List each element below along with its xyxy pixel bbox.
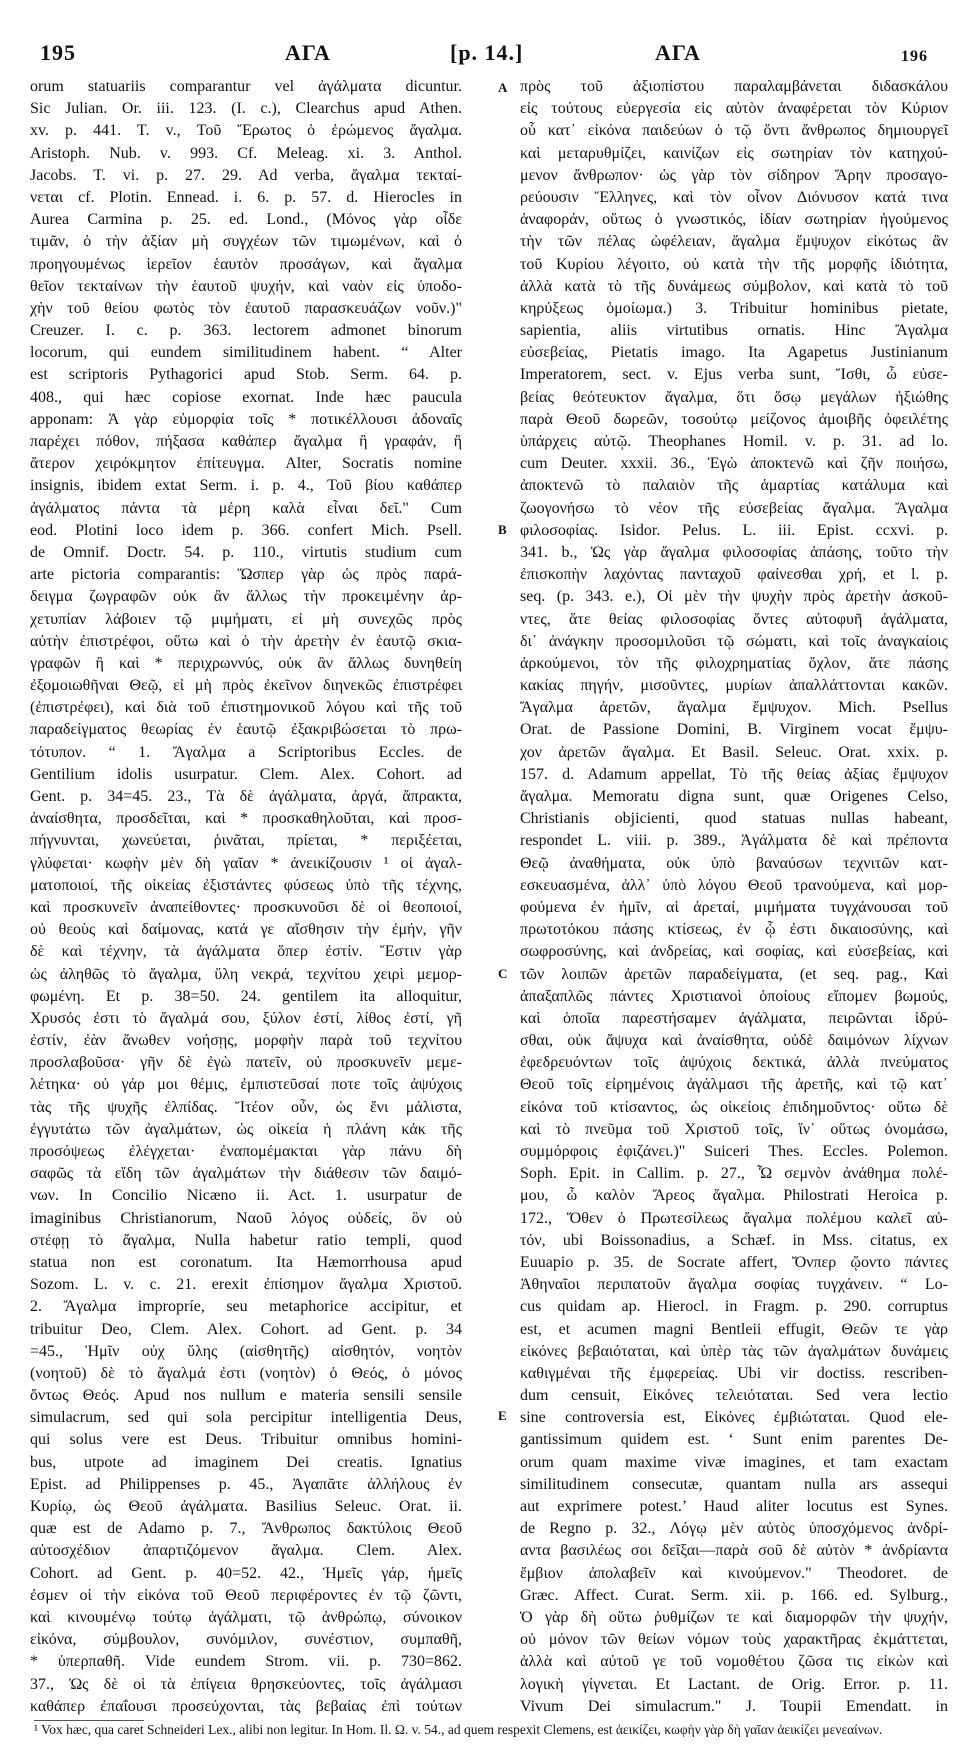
- right-column-line: κακίας πηγήν, μισοῦντες, μυρίων ἀπαλλάττονται κακῶν.: [520, 677, 948, 695]
- left-column-line: eod. Plotini loco idem p. 366. confert Mich. Psell.: [30, 521, 462, 539]
- right-column-line: εσκευασμένα, ἀλλ᾽ ὑπὸ λόγου Θεοῦ τρανούμενα, καὶ μορ-: [520, 876, 948, 894]
- left-column-line: statua non est coronatum. Ita Hæmorrhousa apud: [30, 1253, 462, 1271]
- right-column-line: Θεοῦ τοῖς εἰρημένοις ἀγάλμασι τῆς ἀρετῆς, καὶ τῷ κατ᾽: [520, 1076, 948, 1094]
- margin-letter-b: B: [498, 522, 507, 537]
- left-column-line: Sic Julian. Or. iii. 123. (I. c.), Clearchus apud Athen.: [30, 100, 462, 118]
- left-column-line: Jacobs. T. vi. p. 27. 29. Ad verba, ἄγαλμα τεκταί-: [30, 166, 462, 184]
- right-column-line: φούμενα ἐν ἡμῖν, αἱ ἀρεταί, μιμήματα τυγχάνουσαι τοῦ: [520, 898, 948, 916]
- left-column-line: Creuzer. I. c. p. 363. lectorem admonet binorum: [30, 322, 462, 340]
- right-column-line: λογικὴ γίγνεται. Et Lactant. de Orig. Error. p. 11.: [520, 1675, 948, 1693]
- right-column-line: cus quidam ap. Hierocl. in Fragm. p. 290. corruptus: [520, 1298, 948, 1316]
- right-column-line: εἰκόνες βεβαιόταται, καὶ ὑπὲρ τὰς τῶν ἀγαλμάτων δυνάμεις: [520, 1342, 948, 1360]
- right-column-line: Ἀθηναῖοι περιπατοῦν ἄγαλμα σοφίας τυγχάνειν. “ Lo-: [520, 1276, 948, 1294]
- left-column-line: στέφῃ τὸ ἄγαλμα, Nulla habetur ratio templi, quod: [30, 1231, 462, 1249]
- right-column-line: φιλοσοφίας. Isidor. Pelus. L. iii. Epist. ccxvi. p.: [520, 521, 948, 539]
- right-column-line: ντες, ἅτε θείας φιλοσοφίας ὄντες αὐτοφυῆ ἀγάλματα,: [520, 610, 948, 628]
- left-column-line: αὐτὴν ἐπιστρέφοι, οὕτω καὶ ὁ τὴν ἀρετὴν ἐν ἑαυτῷ σκια-: [30, 632, 462, 650]
- left-column-line: θεῖον τεκταίνων τὴν ἑαυτοῦ ψυχήν, καὶ ναὸν εἰς ὑποδο-: [30, 277, 462, 295]
- left-column-line: (ἐπιστρέφει), καὶ διὰ τοῦ ἐπιστημονικοῦ λόγου καὶ τῆς τοῦ: [30, 699, 462, 717]
- right-column-line: εἰς τούτους εὐεργεσία εἰς αὐτὸν ἀναφέρεται τὸν Κύριον: [520, 100, 948, 118]
- right-column-line: sine controversia est, Εἰκόνες ἐμβιώταται. Quod ele-: [520, 1409, 948, 1427]
- left-column-line: γραφῶν ἢ καὶ * περιχρωννύς, οὐκ ἂν ἄλλως δυνηθείη: [30, 654, 462, 672]
- right-column-line: καὶ τὸ πνεῦμα τοῦ Χριστοῦ τοῖς, ἵν᾽ οὕτως ὀνομάσω,: [520, 1120, 948, 1138]
- right-column-line: πρὸς τοῦ ἀξιοπίστου παραλαμβάνεται διδασκάλου: [520, 78, 948, 95]
- left-column-line: παρέχει πόθον, πήξασα καθάπερ ἄγαλμα ἢ γραφάν, ἢ: [30, 433, 462, 450]
- left-column-line: ὡς ἀληθῶς τὸ ἄγαλμα, ὕλη νεκρά, τεχνίτου χειρὶ μεμορ-: [30, 965, 462, 983]
- right-column-line: Imperatorem, sect. v. Ejus verba sunt, Ἴσθι, ὦ εὐσε-: [520, 366, 948, 384]
- right-column-line: ἄγαλμα. Memoratu digna sunt, quæ Origenes Celso,: [520, 788, 948, 805]
- left-column-line: =45., Ἡμῖν οὐχ ὕλης (αἰσθητῆς) αἰσθητόν, νοητὸν: [30, 1342, 462, 1360]
- left-column-line: xv. p. 441. T. v., Τοῦ Ἔρωτος ὁ ἐρώμενος ἄγαλμα.: [30, 122, 462, 140]
- left-column-line: 37., Ὡς δὲ οἱ τὰ ἐπίγεια θρησκεύοντες, τοῖς ἀγάλμασι: [30, 1675, 462, 1693]
- left-column-line: locorum, qui eundem similitudinem habent. “ Alter: [30, 344, 462, 362]
- left-column-line: ὄντως Θεός. Apud nos nullum e materia sensili sensile: [30, 1387, 462, 1405]
- left-column-line: φωμένη. Et p. 38=50. 24. gentilem ita alloquitur,: [30, 987, 462, 1005]
- left-column-line: bus, utpote ad imaginem Dei creatis. Ignatius: [30, 1453, 462, 1471]
- left-column-line: Χρυσός ἐστι τὸ ἄγαλμά σου, ξύλον ἐστί, λίθος ἐστί, γῆ: [30, 1009, 462, 1027]
- right-column-line: ἀποκτενῶ τὸ παλαιὸν τῆς ἁμαρτίας κατάλυμα καὶ: [520, 477, 948, 495]
- left-column-line: τότυπον. “ 1. Ἄγαλμα a Scriptoribus Eccles. de: [30, 743, 462, 761]
- left-column-line: apponam: Ἁ γὰρ εὐμορφία τοῖς * ποτικέλλουσι ἀδοναῖς: [30, 410, 462, 428]
- left-column-line: Gentilium idolis usurpatur. Clem. Alex. Cohort. ad: [30, 765, 462, 783]
- left-column-line: ἀναίσθητα, προσδεῖται, καὶ * προσκαθηλοῦται, καὶ προσ-: [30, 810, 462, 828]
- left-column-line: Sozom. L. v. c. 21. erexit ἐπίσημον ἄγαλμα Χριστοῦ.: [30, 1276, 462, 1294]
- left-column-line: insignis, ibidem extat Serm. i. p. 4., Τοῦ βίου καθάπερ: [30, 477, 462, 495]
- left-column-line: Gent. p. 34=45. 23., Τὰ δὲ ἀγάλματα, ἀργά, ἄπρακτα,: [30, 788, 462, 805]
- right-column-line: τῶν λοιπῶν ἀρετῶν παραδείγματα, (et seq. pag., Καὶ: [520, 965, 948, 983]
- right-column-line: Euuapio p. 35. de Socrate affert, Ὄνπερ ᾤοντο πάντες: [520, 1253, 948, 1271]
- right-column-line: ζωογονήσω τὸ νέον τῆς εὐσεβείας ἄγαλμα. Ἄγαλμα: [520, 499, 948, 517]
- left-column-line: ἀγάλματος πάντα τὰ μέρη καλὰ εἶναι δεῖ." Cum: [30, 499, 462, 517]
- left-column-line: Κυρίῳ, ὡς Θεοῦ ἀγάλματα. Basilius Seleuc. Orat. ii.: [30, 1498, 462, 1515]
- left-column-line: ἐξομοιωθῆναι Θεῷ, εἰ μὴ πρὸς ἐκεῖνον διηνεκῶς ἐπιστρέφει: [30, 677, 462, 695]
- right-column-line: 341. b., Ὡς γὰρ ἄγαλμα φιλοσοφίας ἁπάσης, τοῦτο τὴν: [520, 543, 948, 561]
- right-column-line: ἀναφοράν, οὕτως ὁ γνωστικός, ἰδίαν σωτηρίαν ἡγούμενος: [520, 211, 948, 229]
- right-column-line: de Regno p. 32., Λόγῳ μὲν αὐτὸς ὑποσχόμενος ἀνδρί-: [520, 1520, 948, 1538]
- right-column-line: ὑπάρχεις αὐτῷ. Theophanes Homil. v. p. 31. ad lo.: [520, 433, 948, 450]
- right-column-line: εἰκόνα τοῦ κτίσαντος, ὡς οἰκείοις ἐπιδημοῦντος· οὕτω δὲ: [520, 1098, 948, 1116]
- right-column-line: 172., Ὅθεν ὁ Πρωτεσίλεως ἄγαλμα πολέμου καλεῖ αὐ-: [520, 1209, 948, 1227]
- left-column-line: τιμᾶν, ὁ τὴν ἀξίαν μὴ συγχέων τῶν τιμωμένων, καὶ ὁ: [30, 233, 462, 251]
- right-column-line: σωφροσύνης, καὶ ἀνδρείας, καὶ σοφίας, καὶ εὐσεβείας, καὶ: [520, 943, 948, 961]
- left-column-line: λέτηκα· οὐ γάρ μοι θέμις, ἐμπιστεῦσαί ποτε τοῖς ἀψύχοις: [30, 1076, 462, 1094]
- right-column-line: καὶ ὁποῖα παρεστήσαμεν ἀγάλματα, πειρῶνται ἱδρύ-: [520, 1009, 948, 1027]
- right-column-line: aut exprimere potest.’ Haud aliter locutus est Synes.: [520, 1498, 948, 1515]
- left-column-line: προσλαβοῦσα· γῆν δὲ ἐγὼ πατεῖν, οὐ προσκυνεῖν μεμε-: [30, 1054, 462, 1072]
- right-column-line: ἐφεδρευόντων τοῖς ἀψύχοις δεκτικά, ἀλλὰ πνεύματος: [520, 1054, 948, 1072]
- left-column-line: οὐ θεοὺς καὶ δαίμονας, κατά γε αἴσθησιν τὴν ἐμήν, γῆν: [30, 921, 462, 939]
- left-column-line: δειγμα ζωγραφῶν οὐκ ἂν ἄλλως τὴν προκειμένην ἀρ-: [30, 588, 462, 606]
- right-column-line: cum Deuter. xxxii. 36., Ἐγὼ ἀποκτενῶ καὶ ζῆν ποιήσω,: [520, 455, 948, 473]
- right-column-line: οὐ μόνον τῶν θείων νόμων τοὺς χαρακτῆρας ἐκμάττεται,: [520, 1631, 948, 1649]
- left-column-line: παραδείγματος θεωρίας ἐν ἑαυτῷ ἐξακριβώσεται τὸ πρω-: [30, 721, 462, 739]
- footnote: ¹ Vox hæc, qua caret Schneideri Lex., alibi non legitur. In Hom. Il. Ω. v. 54., ad quem respexit Clemens, est ἀεικίζει, κωφὴν γὰρ δὴ γαῖαν ἀεικίζει μενεαίνων.: [34, 1722, 883, 1737]
- left-column-line: est scriptoris Pythagorici apud Stob. Serm. 64. p.: [30, 366, 462, 384]
- right-column-line: est, et acumen magni Bentleii effugit, Θεῶν τε γὰρ: [520, 1320, 948, 1338]
- right-column-line: gantissimum quidem est. ‘ Sunt enim parentes De-: [520, 1431, 948, 1449]
- right-column-line: Θεῷ ἀναθήματα, οὐκ ὑπὸ βαναύσων τεχνιτῶν κατ-: [520, 854, 948, 872]
- right-column-line: σθαι, οὐκ ἄψυχα καὶ ἀναίσθητα, οὐδὲ δαιμόνων λίχνων: [520, 1032, 948, 1050]
- left-column-line: 408., qui hæc copiose exornat. Inde hæc paucula: [30, 388, 462, 406]
- left-column-line: προσόψεως ἐλέγχεται· ἐναπομέμακται γὰρ πάνυ δὴ: [30, 1143, 462, 1160]
- right-column-line: εὐσεβείας, Pietatis imago. Ita Agapetus Justinianum: [520, 344, 948, 362]
- left-column-line: Cohort. ad Gent. p. 40=52. 42., Ἡμεῖς γάρ, ἡμεῖς: [30, 1564, 462, 1582]
- left-column-line: tribuitur Deo, Clem. Alex. Cohort. ad Gent. p. 34: [30, 1320, 462, 1338]
- right-column-line: τὴν τῶν πέλας ὠφέλειαν, ἄγαλμα ἔμψυχον εἰκότως ἂν: [520, 233, 948, 251]
- left-column-line: Aurea Carmina p. 25. ed. Lond., (Μόνος γὰρ οἶδε: [30, 211, 462, 229]
- left-column-line: καὶ κινουμένῳ τούτῳ ἀγάλματι, τῷ ἀνθρώπῳ, σύνοικον: [30, 1608, 462, 1626]
- left-column-line: εἰκόνα, σύμβουλον, συνόμιλον, συνέστιον, συμπαθῆ,: [30, 1631, 462, 1649]
- right-column-line: Græc. Affect. Curat. Serm. xii. p. 166. ed. Sylburg.,: [520, 1586, 948, 1604]
- left-column-line: σαφῶς τὰ εἴδη τῶν ἀγαλμάτων τὴν διάθεσιν τῶν δαιμό-: [30, 1165, 462, 1183]
- margin-letter-a: A: [498, 80, 508, 95]
- right-column-line: μου, ὦ καλὸν Ἄρεος ἄγαλμα. Philostrati Heroica p.: [520, 1187, 948, 1205]
- left-column-line: προηγουμένως ἱερεῖον ἑαυτὸν προσάγων, καὶ ἄγαλμα: [30, 255, 462, 273]
- right-column-line: Vivum Dei simulacrum." J. Toupii Emendatt. in: [520, 1697, 948, 1715]
- left-column-line: πήγνυνται, χωνεύεται, ῥινᾶται, πρίεται, * περιξέεται,: [30, 832, 462, 850]
- right-column-line: Orat. de Passione Domini, B. Virginem vocat ἔμψυ-: [520, 721, 948, 739]
- right-column-line: orum quam maxime vivæ imagines, et tam exactam: [520, 1453, 948, 1471]
- right-column-line: ρεύουσιν Ἕλληνες, καὶ τὸν οἶνον Διόνυσον κατά τινα: [520, 188, 948, 206]
- left-column-line: Aristoph. Nub. v. 993. Cf. Meleag. xi. 3. Anthol.: [30, 144, 462, 162]
- right-column-line: ἀπαξαπλῶς πάντες Χριστιανοὶ ὁποίους εἴπομεν βωμούς,: [520, 987, 948, 1005]
- right-column-line: ἔμβιον ἀπολαβεῖν καὶ κινούμενον." Theodoret. de: [520, 1564, 948, 1582]
- right-column-line: dum censuit, Εἰκόνες τελειόταται. Sed vera lectio: [520, 1387, 948, 1405]
- left-column-line: ἄτερον χειρόκμητον ἐπίτευγμα. Alter, Socratis nomine: [30, 455, 462, 473]
- right-column-line: Ὁ γὰρ δὴ οὕτω ῥυθμίζων τε καὶ διαμορφῶν τὴν ψυχήν,: [520, 1608, 948, 1626]
- left-column-line: simulacrum, sed qui sola percipitur intelligentia Deus,: [30, 1409, 462, 1427]
- page-reference: [p. 14.]: [450, 40, 524, 65]
- left-column-line: καὶ προσκυνεῖν ἀναπείθοντες· προσκυνοῦσι δὲ οἱ θεοποιοί,: [30, 898, 462, 916]
- right-column-line: μενον ἄνθρωπον· ὡς γὰρ τὸν σίδηρον Ἄρην προσαγο-: [520, 166, 948, 184]
- left-text-column: [30, 76, 462, 1716]
- headword-left: ΑΓΑ: [285, 40, 331, 65]
- right-column-line: Soph. Epit. in Callim. p. 27., Ὦ σεμνὸν ἀνάθημα πολέ-: [520, 1165, 948, 1183]
- right-column-line: οὗ κατ᾽ εἰκόνα παιδεύων ὁ τῷ ὄντι ἄνθρωπος δημιουργεῖ: [520, 122, 948, 140]
- left-column-line: καθάπερ ἐπαΐουσι προσεύχονται, τὰς βεβαίας ἐπὶ τούτων: [30, 1697, 462, 1715]
- left-column-line: δὲ καὶ τέχνην, τὰ ἀγάλματα ὅπερ ἐστίν. Ἔστιν γὰρ: [30, 943, 462, 961]
- right-column-line: ἀλλὰ καὶ αὐτοῦ γε τοῦ νομοθέτου ζῶσα τις εἰκὼν καὶ: [520, 1653, 948, 1671]
- right-column-line: sapientia, aliis virtutibus ornatis. Hinc Ἄγαλμα: [520, 322, 948, 340]
- right-column-line: δι᾽ ἀνάγκην προσομιλοῦσι τῷ σώματι, καὶ τοῖς ἀναγκαίοις: [520, 632, 948, 650]
- right-column-line: τόν, ubi Boissonadius, a Schæf. in Mss. citatus, ex: [520, 1231, 948, 1249]
- left-column-line: * ὑπερπαθῆ. Vide eundem Strom. vii. p. 730=862.: [30, 1653, 462, 1671]
- left-column-line: νεται cf. Plotin. Ennead. i. 6. p. 57. d. Hierocles in: [30, 188, 462, 206]
- footnote-rule: [34, 1720, 144, 1721]
- left-column-line: τὰς τῆς ψυχῆς ἐλπίδας. Ἴτέον οὖν, ὡς ἔνι μάλιστα,: [30, 1098, 462, 1116]
- headword-right: ΑΓΑ: [655, 40, 701, 65]
- left-column-line: quæ est de Adamo p. 7., Ἄνθρωπος δακτύλοις Θεοῦ: [30, 1520, 462, 1538]
- left-column-line: ἐστίν, ἐὰν ἄνωθεν νοήσῃς, μορφὴν παρὰ τοῦ τεχνίτου: [30, 1032, 462, 1050]
- margin-letter-e: E: [498, 1408, 507, 1423]
- right-column-line: ἐπισκοπὴν λαχόντας πανταχοῦ φαίνεσθαι χρή, et l. p.: [520, 566, 948, 584]
- right-column-line: χον ἀρετῶν ἄγαλμα. Et Basil. Seleuc. Orat. xxix. p.: [520, 743, 948, 761]
- left-column-line: ματοποιοί, τῆς οἰκείας ἐξιστάντες φύσεως ὑπὸ τῆς τέχνης,: [30, 876, 462, 894]
- left-column-line: orum statuariis comparantur vel ἀγάλματα dicuntur.: [30, 78, 462, 95]
- right-column-line: ἀλλὰ κατὰ τὸ τῆς δυνάμεως σύμβολον, καὶ κατὰ τὸ τοῦ: [520, 277, 948, 295]
- right-column-line: συμμόρφοις ἐφιζάνει.)" Suiceri Thes. Eccles. Polemon.: [520, 1143, 948, 1160]
- right-column-line: 157. d. Adamum appellat, Τὸ τῆς θείας ἀξίας ἔμψυχον: [520, 765, 948, 783]
- right-column-line: similitudinem consecutæ, quantam nulla ars assequi: [520, 1475, 948, 1493]
- left-column-line: qui solus vere est Deus. Tribuitur omnibus homini-: [30, 1431, 462, 1449]
- left-column-line: Epist. ad Philippenses p. 45., Ἀγαπᾶτε ἀλλήλους ἐν: [30, 1475, 462, 1493]
- left-column-line: de Omnif. Doctr. 54. p. 110., virtutis studium cum: [30, 543, 462, 561]
- right-column-line: καὶ μεταρυθμίζει, καινίζων εἰς σωτηρίαν τὸν κατηχού-: [520, 144, 948, 162]
- left-column-line: χετυπίαν λάβοιεν τῷ μιμήματι, εἰ μὴ συνεχῶς πρὸς: [30, 610, 462, 628]
- left-column-line: ἐσμεν οἱ τὴν εἰκόνα τοῦ Θεοῦ περιφέροντες ἐν τῷ ζῶντι,: [30, 1586, 462, 1604]
- right-column-line: παρὰ Θεοῦ δωρεῶν, τοσούτῳ μείζονος ἀμοιβῆς ὀφειλέτης: [520, 410, 948, 428]
- margin-letter-c: C: [498, 966, 508, 981]
- left-column-line: 2. Ἄγαλμα impropríe, seu metaphorice accipitur, et: [30, 1298, 462, 1316]
- right-column-line: καθιγμέναι τῆς ἐμφερείας. Ubi vir doctiss. rescriben-: [520, 1364, 948, 1382]
- right-column-line: βείας θεότευκτον ἄγαλμα, ὅτι ὅσῳ μεγάλων ἠξιώθης: [520, 388, 948, 406]
- right-column-line: seq. (p. 343. e.), Οἱ μὲν τὴν ψυχὴν πρὸς ἀρετὴν ἀσκοῦ-: [520, 588, 948, 606]
- right-column-line: Ἄγαλμα ἀρετῶν, ἄγαλμα ἔμψυχον. Mich. Psellus: [520, 699, 948, 717]
- right-column-line: κηρύξεως ὁμοίωμα.) 3. Tribuitur hominibus pietate,: [520, 299, 948, 317]
- left-column-line: (νοητοῦ) δὲ τὸ ἄγαλμά ἐστι (νοητὸν) ὁ Θεός, ὁ μόνος: [30, 1364, 462, 1382]
- left-column-line: χὴν τοῦ θείου φωτὸς τὸν ἑαυτοῦ παρασκευάζων νοῦν.)": [30, 299, 462, 317]
- left-column-line: γλύφεται· κωφὴν μὲν δὴ γαῖαν * ἀνεικίζουσιν ¹ οἱ ἀγαλ-: [30, 854, 462, 872]
- left-column-line: νων. In Concilio Nicæno ii. Act. 1. usurpatur de: [30, 1187, 462, 1205]
- right-column-line: Christianis objicienti, quod statuas nullas habeant,: [520, 810, 948, 828]
- left-column-line: arte pictoria comparantis: Ὥσπερ γὰρ ὡς πρὸς παρά-: [30, 566, 462, 584]
- left-column-line: αὐτοσχέδιον ἀπαρτιζόμενον ἄγαλμα. Clem. Alex.: [30, 1542, 462, 1560]
- page-number-left: 195: [40, 40, 76, 65]
- right-text-column: [520, 76, 948, 1716]
- running-header: [30, 40, 930, 70]
- left-column-line: imaginibus Christianorum, Ναοῦ λόγος οὐδείς, ὃν οὐ: [30, 1209, 462, 1227]
- left-column-line: ἐγγυτάτω τῶν ἀγαλμάτων, ὡς οἰκεία ἡ πλάνη κἀκ τῆς: [30, 1120, 462, 1138]
- right-column-line: ἀρκούμενοι, τὸν τῆς φιλοχρηματίας ὄχλον, ἅτε πάσης: [520, 654, 948, 672]
- right-column-line: respondet L. viii. p. 389., Ἀγάλματα δὲ καὶ πρέποντα: [520, 832, 948, 850]
- right-column-line: πρωτοτόκου πάσης κτίσεως, ἐν ᾧ ἐστι δικαιοσύνης, καὶ: [520, 921, 948, 939]
- right-column-line: αντα βασιλέως σοι δεῖξαι—παρὰ σοῦ δὲ αὐτὸν * ἀνδρίαντα: [520, 1542, 948, 1560]
- page-number-right: 196: [901, 48, 928, 65]
- right-column-line: τοῦ Κυρίου λέγοιτο, οὐ κατὰ τὴν τῆς μορφῆς ἰδιότητα,: [520, 255, 948, 273]
